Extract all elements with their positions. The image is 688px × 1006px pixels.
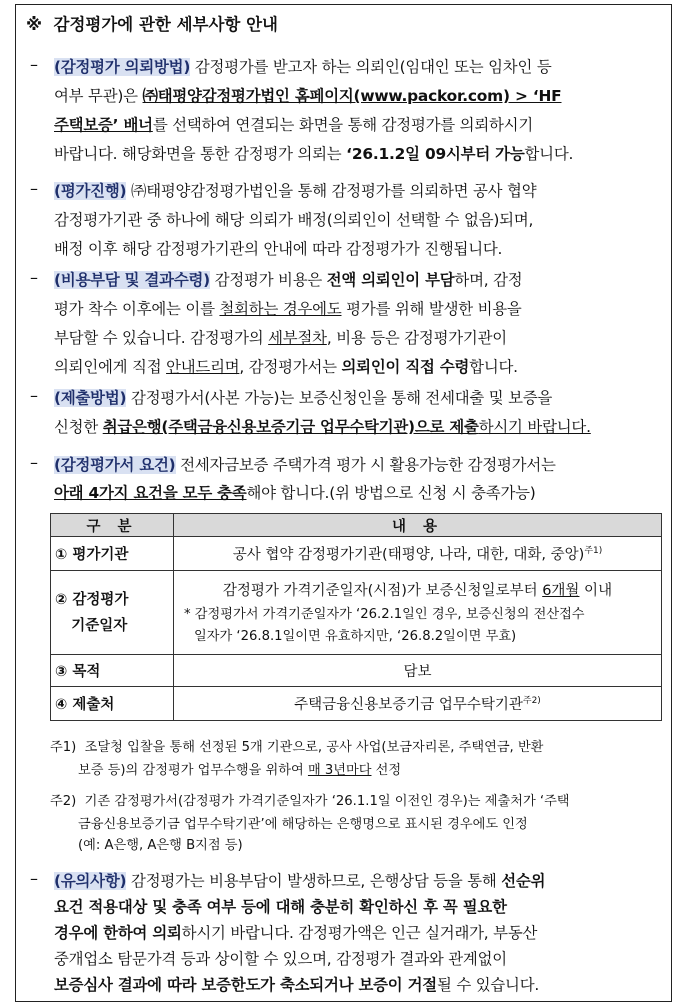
s5-line-2: 아래 4가지 요건을 모두 충족해야 합니다.(위 방법으로 신청 시 충족가능) xyxy=(54,484,536,502)
s4-tag: (제출방법) xyxy=(54,389,127,407)
s6-line-3: 경우에 한하여 의뢰하시기 바랍니다. 감정평가액은 인근 실거래가, 부동산 xyxy=(54,924,538,942)
dash-bullet: – xyxy=(30,179,38,198)
dash-bullet: – xyxy=(30,386,38,405)
s1-line-2: 여부 무관)은 ㈜태평양감정평가법인 홈페이지(www.packor.com) > ‘HF xyxy=(54,87,562,105)
start-date: ‘26.1.2일 09시부터 가능 xyxy=(346,145,525,163)
notice-title xyxy=(26,11,278,35)
s3-line-4: 의뢰인에게 직접 안내드리며, 감정평가서는 의뢰인이 직접 수령합니다. xyxy=(54,358,518,376)
hf-banner-link[interactable]: 주택보증’ 배너 xyxy=(54,116,153,134)
footnote-2-line-3: (예: A은행, A은행 B지점 등) xyxy=(78,838,243,853)
dash-bullet: – xyxy=(30,268,38,287)
s3-tag: (비용부담 및 결과수령) xyxy=(54,271,210,289)
table-row xyxy=(51,571,662,655)
row-key: ④ 제출처 xyxy=(51,687,174,721)
row-value: 감정평가 가격기준일자(시점)가 보증신청일로부터 6개월 이내 * 감정평가서 가격기준일자가 ‘26.2.1일인 경우, 보증신청의 전산접수 일자가 ‘26.8.1일이면 유효하지만, ‘26.8.2일이면 무효) xyxy=(174,571,662,655)
dash-bullet: – xyxy=(30,869,38,888)
s1-line-1: (감정평가 의뢰방법) 감정평가를 받고자 하는 의뢰인(임대인 또는 임차인 등 xyxy=(54,58,552,76)
s2-line-3: 배정 이후 해당 감정평가기관의 안내에 따라 감정평가가 진행됩니다. xyxy=(54,240,503,258)
footnote-1-line-2: 보증 등)의 감정평가 업무수행을 위하여 매 3년마다 선정 xyxy=(78,763,402,778)
row-value: 공사 협약 감정평가기관(태평양, 나라, 대한, 대화, 중앙)$^{주1)}$ xyxy=(174,537,662,571)
table-row xyxy=(51,687,662,721)
dash-bullet: – xyxy=(30,55,38,74)
row-key: ③ 목적 xyxy=(51,655,174,687)
s4-line-2: 신청한 취급은행(주택금융신용보증기금 업무수탁기관)으로 제출하시기 바랍니다. xyxy=(54,418,591,436)
homepage-link[interactable]: ㈜태평양감정평가법인 홈페이지(www.packor.com) > ‘HF xyxy=(142,87,562,105)
s2-tag: (평가진행) xyxy=(54,182,127,200)
s6-line-5: 보증심사 결과에 따라 보증한도가 축소되거나 보증이 거절될 수 있습니다. xyxy=(54,976,540,994)
s6-line-1: (유의사항) 감정평가는 비용부담이 발생하므로, 은행상담 등을 통해 선순위 xyxy=(54,872,546,890)
row-key: ① 평가기관 xyxy=(51,537,174,571)
s1-tag: (감정평가 의뢰방법) xyxy=(54,58,191,76)
footnote-1-line-1: 주1) 조달청 입찰을 통해 선정된 5개 기관으로, 공사 사업(보금자리론, 주택연금, 반환 xyxy=(50,740,544,755)
requirements-table xyxy=(50,513,662,721)
footnote-2-line-2: 금융신용보증기금 업무수탁기관’에 해당하는 은행명으로 표시된 경우에도 인정 xyxy=(78,817,528,832)
table-row xyxy=(51,537,662,571)
s6-tag: (유의사항) xyxy=(54,872,127,890)
table-header: 내 용 xyxy=(174,514,662,537)
s3-line-1: (비용부담 및 결과수령) 감정평가 비용은 전액 의뢰인이 부담하며, 감정 xyxy=(54,271,523,289)
table-header: 구 분 xyxy=(51,514,174,537)
s3-line-3: 부담할 수 있습니다. 감정평가의 세부절차, 비용 등은 감정평가기관이 xyxy=(54,329,507,347)
reference-mark-icon: ※ xyxy=(26,15,43,34)
row-value: 담보 xyxy=(174,655,662,687)
dash-bullet: – xyxy=(30,453,38,472)
s1-line-4: 바랍니다. 해당화면을 통한 감정평가 의뢰는 ‘26.1.2일 09시부터 가능합니다. xyxy=(54,145,574,163)
notice-title-text: 감정평가에 관한 세부사항 안내 xyxy=(53,15,278,34)
s6-line-4: 중개업소 탐문가격 등과 상이할 수 있으며, 감정평가 결과와 관계없이 xyxy=(54,950,507,968)
s3-line-2: 평가 착수 이후에는 이를 철회하는 경우에도 평가를 위해 발생한 비용을 xyxy=(54,300,522,318)
row-key: ② 감정평가 기준일자 xyxy=(51,571,174,655)
s2-line-1: (평가진행) ㈜태평양감정평가법인을 통해 감정평가를 의뢰하면 공사 협약 xyxy=(54,182,537,200)
row-value: 주택금융신용보증기금 업무수탁기관$^{주2)}$ xyxy=(174,687,662,721)
s6-line-2: 요건 적용대상 및 충족 여부 등에 대해 충분히 확인하신 후 꼭 필요한 xyxy=(54,898,507,916)
table-row xyxy=(51,655,662,687)
table-header-row xyxy=(51,514,662,537)
s1-line-3: 주택보증’ 배너를 선택하여 연결되는 화면을 통해 감정평가를 의뢰하시기 xyxy=(54,116,533,134)
s5-tag: (감정평가서 요건) xyxy=(54,456,176,474)
s2-line-2: 감정평가기관 중 하나에 해당 의뢰가 배정(의뢰인이 선택할 수 없음)되며, xyxy=(54,211,534,229)
s4-line-1: (제출방법) 감정평가서(사본 가능)는 보증신청인을 통해 전세대출 및 보증을 xyxy=(54,389,553,407)
s5-line-1: (감정평가서 요건) 전세자금보증 주택가격 평가 시 활용가능한 감정평가서는 xyxy=(54,456,556,474)
footnote-2-line-1: 주2) 기존 감정평가서(감정평가 가격기준일자가 ‘26.1.1일 이전인 경우)는 제출처가 ‘주택 xyxy=(50,794,570,809)
